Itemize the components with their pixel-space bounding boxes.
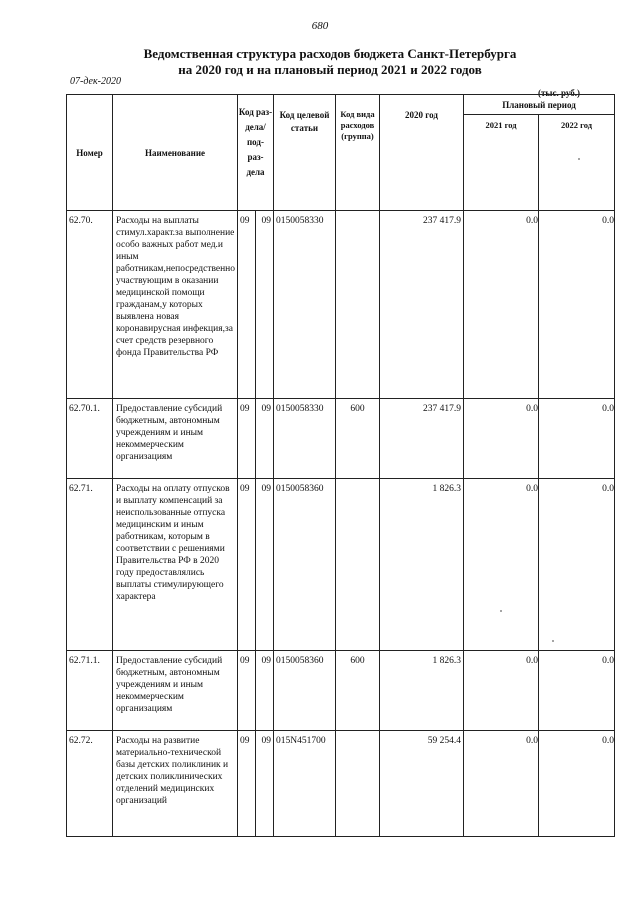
row-amount-2021: 0.0 (464, 399, 539, 479)
row-amount-2022: 0.0 (539, 399, 615, 479)
page-number: 680 (311, 20, 329, 32)
row-name: Расходы на оплату отпусков и выплату компенсаций за неиспользованные отпуска медицинским и иным работникам, которым в соответствии с решениями Правительства РФ в 2020 году предоставлялись выплаты стимулирующего характера (113, 479, 238, 651)
header-planned-period: Плановый период (464, 95, 615, 115)
row-number: 62.70. (67, 211, 113, 399)
row-type (336, 479, 380, 651)
row-type (336, 731, 380, 837)
row-section: 09 (238, 479, 256, 651)
row-subsection: 09 (256, 731, 274, 837)
row-number: 62.70.1. (67, 399, 113, 479)
header-name: Наименование (113, 95, 238, 211)
header-code-type: Код вида расходов (группа) (336, 95, 380, 211)
row-type (336, 211, 380, 399)
row-amount-2022: 0.0 (539, 211, 615, 399)
row-section: 09 (238, 651, 256, 731)
row-amount-2020: 59 254.4 (380, 731, 464, 837)
table-row (67, 651, 615, 731)
row-section: 09 (238, 731, 256, 837)
row-amount-2022: 0.0 (539, 651, 615, 731)
row-amount-2020: 237 417.9 (380, 211, 464, 399)
header-number: Номер (67, 95, 113, 211)
row-amount-2021: 0.0 (464, 479, 539, 651)
table-header-row (67, 95, 615, 115)
row-name: Расходы на выплаты стимул.характ.за выполнение особо важных работ мед.и иным работникам,непосредственно участвующим в оказании медицинской помощи гражданам,у которых выявлена новая коронавирусная инфекция,за счет средств резервного фонда Правительства РФ (113, 211, 238, 399)
row-number: 62.71. (67, 479, 113, 651)
row-target: 0150058330 (274, 211, 336, 399)
row-amount-2021: 0.0 (464, 211, 539, 399)
budget-table (66, 94, 615, 837)
row-subsection: 09 (256, 479, 274, 651)
title-line-2: на 2020 год и на плановый период 2021 и 2022 годов (178, 62, 482, 77)
header-year-2020: 2020 год (380, 95, 464, 211)
row-number: 62.72. (67, 731, 113, 837)
row-section: 09 (238, 211, 256, 399)
units-label: (тыс. руб.) (538, 88, 580, 98)
header-code-target: Код целевой статьи (274, 95, 336, 211)
table-row (67, 479, 615, 651)
header-year-2021: 2021 год (464, 115, 539, 211)
row-subsection: 09 (256, 211, 274, 399)
row-target: 0150058330 (274, 399, 336, 479)
document-title (0, 46, 640, 78)
row-type: 600 (336, 399, 380, 479)
row-number: 62.71.1. (67, 651, 113, 731)
row-subsection: 09 (256, 399, 274, 479)
row-name: Расходы на развитие материально-технической базы детских поликлиник и детских поликлинических отделений медицинских организаций (113, 731, 238, 837)
row-amount-2021: 0.0 (464, 731, 539, 837)
row-amount-2020: 1 826.3 (380, 651, 464, 731)
table-row (67, 399, 615, 479)
row-name: Предоставление субсидий бюджетным, автономным учреждениям и иным некоммерческим организациям (113, 399, 238, 479)
row-target: 0150058360 (274, 651, 336, 731)
row-amount-2022: 0.0 (539, 731, 615, 837)
scan-speck (500, 610, 502, 612)
row-amount-2020: 237 417.9 (380, 399, 464, 479)
row-name: Предоставление субсидий бюджетным, автономным учреждениям и иным некоммерческим организациям (113, 651, 238, 731)
row-subsection: 09 (256, 651, 274, 731)
header-code-section: Код раз- дела/ под- раз- дела (238, 95, 274, 211)
title-line-1: Ведомственная структура расходов бюджета Санкт-Петербурга (143, 46, 517, 61)
row-section: 09 (238, 399, 256, 479)
row-amount-2021: 0.0 (464, 651, 539, 731)
row-target: 0150058360 (274, 479, 336, 651)
scan-speck (578, 158, 580, 160)
row-type: 600 (336, 651, 380, 731)
row-amount-2022: 0.0 (539, 479, 615, 651)
header-year-2022: 2022 год (539, 115, 615, 211)
table-row (67, 731, 615, 837)
table-row (67, 211, 615, 399)
document-date: 07-дек-2020 (70, 76, 121, 87)
row-amount-2020: 1 826.3 (380, 479, 464, 651)
scan-speck (552, 640, 554, 642)
row-target: 015N451700 (274, 731, 336, 837)
